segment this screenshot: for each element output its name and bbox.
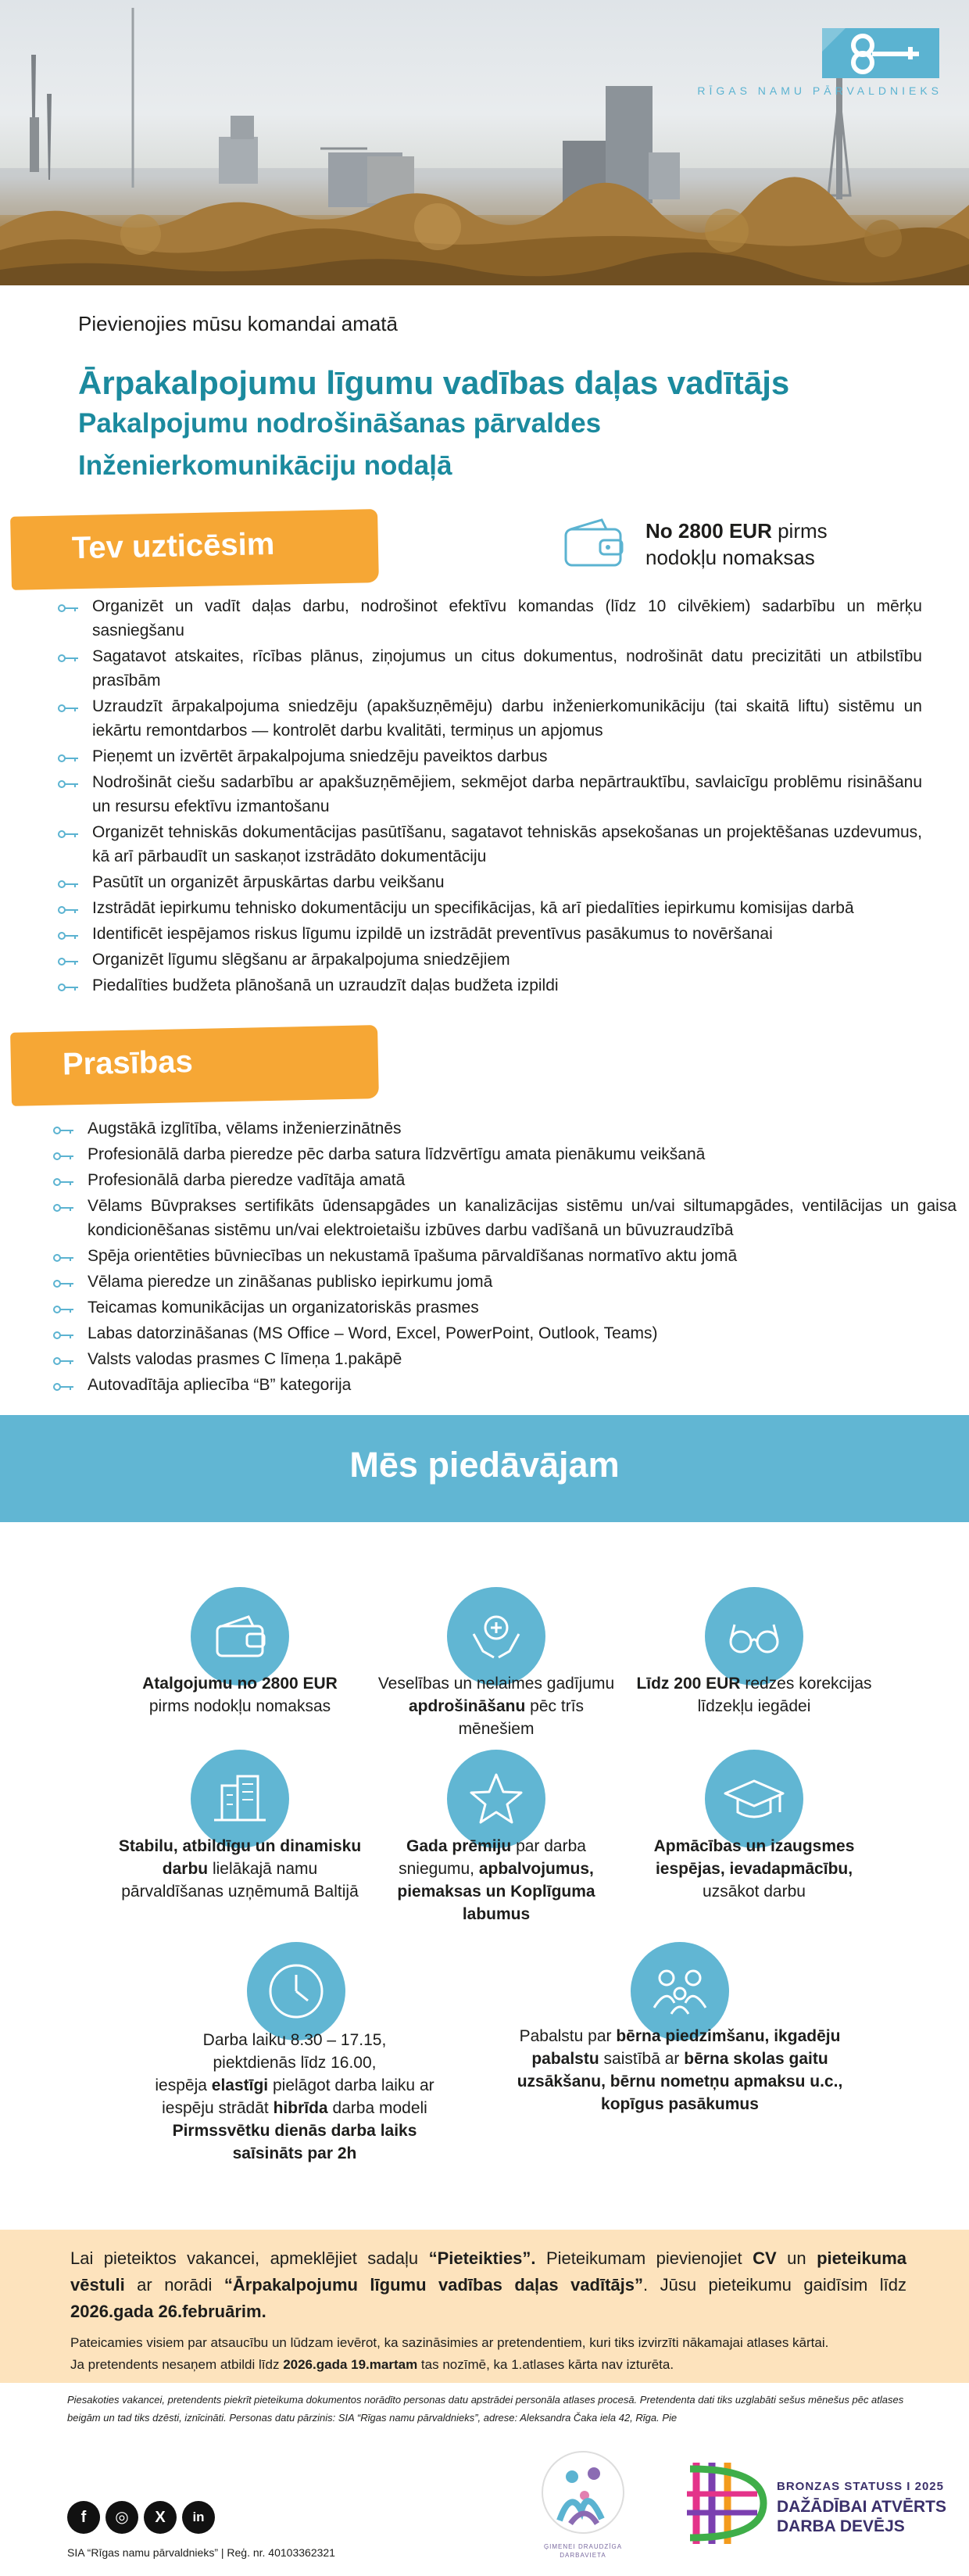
graduation-cap-icon bbox=[705, 1750, 803, 1848]
benefit-glasses: Līdz 200 EUR redzes korekcijas līdzekļu iegādei bbox=[636, 1675, 872, 1715]
requirements-heading-banner bbox=[10, 1025, 379, 1106]
apply-link[interactable]: “Pieteikties”. bbox=[428, 2248, 536, 2268]
company-logo bbox=[822, 28, 939, 78]
star-icon bbox=[447, 1750, 545, 1848]
key-bullet-icon bbox=[58, 704, 80, 713]
list-item: Valsts valodas prasmes C līmeņa 1.pakāpē bbox=[88, 1347, 956, 1371]
list-item: Vēlams Būvprakses sertifikāts ūdensapgādes un kanalizācijas sistēmu un/vai siltumapgādes, ventilācijas un gaisa kondicionēšanas sistēmu un/vai elektroietaišu izbūves darbu vadīšanā un būvuzraudzībā bbox=[88, 1194, 956, 1242]
x-icon[interactable]: X bbox=[144, 2501, 177, 2534]
benefit-working-hours: Darba laiku 8.30 – 17.15, piektdienās līdz 16.00, iespēja elastīgi pielāgot darba laiku ar iespēju strādāt hibrīda darba modeli Pirmssvētku dienās darba laiks saīsināts par 2h bbox=[155, 2031, 434, 2162]
key-bullet-icon bbox=[53, 1203, 75, 1213]
salary-text-2: nodokļu nomaksas bbox=[645, 546, 815, 569]
list-item: Augstākā izglītība, vēlams inženierzinātnēs bbox=[88, 1116, 956, 1141]
list-item: Organizēt tehniskās dokumentācijas pasūtīšanu, sagatavot tehniskās apsekošanas un projektēšanas uzdevumus, kā arī pārbaudīt un saskaņot izstrādāto dokumentāciju bbox=[92, 820, 922, 869]
diversity-logo bbox=[682, 2456, 768, 2550]
salary-text-1: pirms bbox=[778, 519, 828, 543]
glasses-icon bbox=[705, 1587, 803, 1686]
key-bullet-icon bbox=[58, 779, 80, 789]
list-item: Izstrādāt iepirkumu tehnisko dokumentāciju un specifikācijas, kā arī piedalīties iepirkumu komisijas darbā bbox=[92, 896, 922, 920]
key-bullet-icon bbox=[53, 1382, 75, 1392]
wallet-icon bbox=[191, 1587, 289, 1686]
key-bullet-icon bbox=[53, 1126, 75, 1135]
intro-text: Pievienojies mūsu komandai amatā bbox=[78, 312, 398, 335]
key-bullet-icon bbox=[58, 829, 80, 839]
key-bullet-icon bbox=[58, 983, 80, 992]
linkedin-icon[interactable]: in bbox=[182, 2501, 215, 2534]
list-item: Profesionālā darba pieredze pēc darba satura līdzvērtīgu amata pienākumu veikšanā bbox=[88, 1142, 956, 1166]
wallet-icon bbox=[563, 514, 625, 570]
job-title: Ārpakalpojumu līgumu vadības daļas vadītājs bbox=[78, 364, 790, 401]
duties-heading: Tev uzticēsim bbox=[71, 526, 275, 566]
key-bullet-icon bbox=[58, 604, 80, 613]
department-line-2: Inženierkomunikāciju nodaļā bbox=[78, 450, 452, 481]
list-item: Autovadītāja apliecība “B” kategorija bbox=[88, 1373, 956, 1397]
hero-cityscape-image bbox=[0, 0, 969, 285]
list-item: Profesionālā darba pieredze vadītāja amatā bbox=[88, 1168, 956, 1192]
list-item: Labas datorzināšanas (MS Office – Word, Excel, PowerPoint, Outlook, Teams) bbox=[88, 1321, 956, 1345]
benefit-stable-job: Stabilu, atbildīgu un dinamisku darbu lielākajā namu pārvaldīšanas uzņēmumā Baltijā bbox=[118, 1837, 362, 1901]
list-item: Spēja orientēties būvniecības un nekustamā īpašuma pārvaldīšanas normatīvo aktu jomā bbox=[88, 1244, 956, 1268]
key-bullet-icon bbox=[58, 905, 80, 915]
key-bullet-icon bbox=[58, 880, 80, 889]
salary-amount: No 2800 EUR bbox=[645, 519, 772, 543]
list-item: Piedalīties budžeta plānošanā un uzraudzīt daļas budžeta izpildi bbox=[92, 973, 922, 998]
key-logo-icon bbox=[822, 28, 939, 78]
list-item: Sagatavot atskaites, rīcības plānus, ziņojumus un citus dokumentus, nodrošināt datu precizitāti un atbilstību prasībām bbox=[92, 644, 922, 693]
key-bullet-icon bbox=[53, 1152, 75, 1161]
list-item: Nodrošināt ciešu sadarbību ar apakšuzņēmējiem, sekmējot darba nepārtrauktību, savlaicīgu problēmu risināšanu un resursu efektīvu izmantošanu bbox=[92, 770, 922, 819]
key-bullet-icon bbox=[53, 1177, 75, 1187]
key-bullet-icon bbox=[53, 1279, 75, 1288]
list-item: Organizēt līgumu slēgšanu ar ārpakalpojuma sniedzējiem bbox=[92, 948, 922, 972]
diversity-title-line-2: DARBA DEVĒJS bbox=[777, 2517, 905, 2535]
instagram-icon[interactable]: ◎ bbox=[105, 2501, 138, 2534]
family-friendly-workplace-logo bbox=[539, 2445, 627, 2547]
facebook-icon[interactable]: f bbox=[67, 2501, 100, 2534]
duties-heading-banner bbox=[10, 509, 379, 590]
department-line-1: Pakalpojumu nodrošināšanas pārvaldes bbox=[78, 408, 602, 439]
key-bullet-icon bbox=[58, 957, 80, 966]
key-bullet-icon bbox=[58, 754, 80, 763]
benefit-family-support: Pabalstu par bērna piedzimšanu, ikgadēju pabalstu saistībā ar bērna skolas gaitu uzsākšanu, bērnu nometņu apmaksu u.c., kopīgus pasākumus bbox=[517, 2027, 843, 2113]
clock-icon bbox=[247, 1942, 345, 2040]
key-bullet-icon bbox=[58, 654, 80, 663]
key-bullet-icon bbox=[58, 931, 80, 940]
list-item: Organizēt un vadīt daļas darbu, nodrošinot efektīvu komandas (līdz 10 cilvēkiem) sadarbību un mērķu sasniegšanu bbox=[92, 594, 922, 643]
insurance-hands-icon bbox=[447, 1587, 545, 1686]
benefit-training: Apmācības un izaugsmes iespējas, ievadapmācību, uzsākot darbu bbox=[653, 1837, 855, 1901]
apply-note: Pateicamies visiem par atsaucību un lūdzam ievērot, ka sazināsimies ar pretendentiem, kuri tiks izvirzīti nākamajai atlases kārtai. Ja pretendents nesaņem atbildi līdz 2026.gada 19.martam tas nozīmē, ka 1.atlases kārta nav izturēta. bbox=[70, 2335, 829, 2372]
list-item: Pasūtīt un organizēt ārpuskārtas darbu veikšanu bbox=[92, 870, 922, 894]
company-registration: SIA “Rīgas namu pārvaldnieks” | Reģ. nr. 40103362321 bbox=[67, 2546, 335, 2559]
benefit-insurance: Veselības un nelaimes gadījumu apdrošināšanu pēc trīs mēnešiem bbox=[377, 1675, 615, 1738]
requirements-list bbox=[88, 1116, 956, 1399]
key-bullet-icon bbox=[53, 1305, 75, 1314]
privacy-notice: Piesakoties vakancei, pretendents piekrīt pieteikuma dokumentos norādīto personas datu apstrādei personāla atlases procesā. Pretendenta dati tiks uzglabāti sešus mēnešus pēc atlases beigām un tad tiks dzēsti, iznīcināti. Personas datu pārzinis: SIA “Rīgas namu pārvaldnieks”, adrese: Aleksandra Čaka iela 42, Rīga. Pie bbox=[67, 2394, 904, 2424]
key-bullet-icon bbox=[53, 1331, 75, 1340]
offer-heading: Mēs piedāvājam bbox=[349, 1445, 620, 1485]
list-item: Uzraudzīt ārpakalpojuma sniedzēju (apakšuzņēmēju) darbu inženierkomunikāciju (tai skaitā liftu) sistēmu un iekārtu remontdarbos — kontrolēt darbu kvalitāti, termiņus un apjomus bbox=[92, 694, 922, 743]
benefit-salary: Atalgojumu no 2800 EUR pirms nodokļu nomaksas bbox=[142, 1675, 338, 1715]
company-logo-text: RĪGAS NAMU PĀRVALDNIEKS bbox=[697, 84, 942, 97]
list-item: Identificēt iespējamos riskus līgumu izpildē un izstrādāt preventīvus pasākumus to novēršanai bbox=[92, 922, 922, 946]
buildings-icon bbox=[191, 1750, 289, 1848]
diversity-title-line-1: DAŽĀDĪBAI ATVĒRTS bbox=[777, 2498, 946, 2516]
diversity-status: BRONZAS STATUSS I 2025 bbox=[777, 2480, 944, 2493]
duties-list bbox=[92, 594, 922, 999]
apply-instructions: Lai pieteiktos vakancei, apmeklējiet sadaļu “Pieteikties”. Pieteikumam pievienojiet CV un pieteikuma vēstuli ar norādi “Ārpakalpojumu līgumu vadības daļas vadītājs”. Jūsu pieteikumu gaidīsim līdz 2026.gada 26.februārim. bbox=[70, 2248, 906, 2321]
key-bullet-icon bbox=[53, 1356, 75, 1366]
list-item: Teicamas komunikācijas un organizatoriskās prasmes bbox=[88, 1295, 956, 1320]
requirements-heading: Prasības bbox=[62, 1044, 194, 1082]
salary-info bbox=[645, 518, 828, 571]
list-item: Pieņemt un izvērtēt ārpakalpojuma sniedzēju paveiktos darbus bbox=[92, 744, 922, 769]
key-bullet-icon bbox=[53, 1253, 75, 1263]
list-item: Vēlama pieredze un zināšanas publisko iepirkumu jomā bbox=[88, 1270, 956, 1294]
benefit-bonus: Gada prēmiju par darba sniegumu, apbalvojumus, piemaksas un Koplīguma labumus bbox=[397, 1837, 595, 1923]
family-friendly-logo-text: ĢIMENEI DRAUDZĪGA DARBAVIETA bbox=[543, 2543, 623, 2559]
